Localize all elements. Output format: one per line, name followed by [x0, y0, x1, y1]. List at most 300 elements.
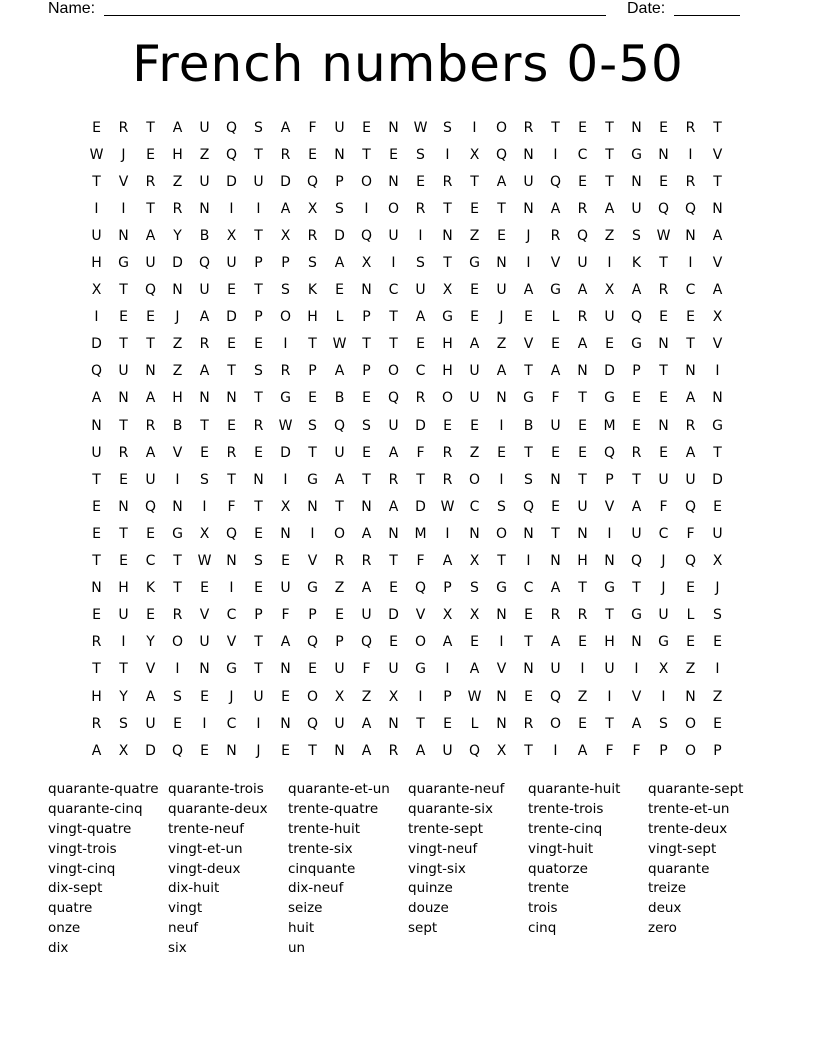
grid-letter: S — [335, 200, 344, 217]
grid-letter: A — [712, 227, 723, 244]
word-list-item: huit — [288, 920, 315, 937]
grid-letter: F — [686, 525, 695, 542]
grid-letter: E — [281, 742, 290, 759]
grid-letter: Q — [657, 200, 670, 217]
grid-letter: V — [226, 634, 237, 651]
grid-letter: A — [334, 363, 345, 380]
grid-letter: J — [256, 742, 261, 759]
grid-letter: A — [388, 498, 399, 515]
grid-letter: X — [334, 688, 345, 705]
word-list-item: trente-deux — [648, 820, 728, 837]
grid-letter: E — [578, 634, 587, 651]
grid-letter: N — [334, 742, 345, 759]
grid-letter: N — [658, 146, 669, 163]
grid-letter: G — [226, 661, 237, 678]
grid-letter: I — [94, 309, 99, 326]
grid-letter: T — [497, 553, 506, 570]
grid-letter: I — [121, 634, 126, 651]
grid-letter: A — [577, 742, 588, 759]
grid-letter: I — [553, 742, 558, 759]
grid-letter: T — [254, 634, 263, 651]
grid-letter: G — [631, 146, 642, 163]
word-list-item: vingt-quatre — [48, 820, 132, 837]
grid-letter: Z — [469, 227, 480, 244]
grid-letter: G — [415, 661, 426, 678]
grid-letter: T — [632, 471, 641, 488]
grid-letter: E — [92, 119, 101, 136]
grid-letter: V — [712, 146, 723, 163]
grid-letter: N — [604, 553, 615, 570]
grid-letter: S — [173, 688, 182, 705]
grid-letter: I — [607, 255, 612, 272]
grid-letter: D — [388, 607, 399, 624]
grid-letter: R — [577, 309, 588, 326]
grid-letter: Q — [684, 200, 697, 217]
grid-letter: T — [146, 200, 155, 217]
grid-letter: J — [661, 553, 666, 570]
grid-letter: U — [334, 119, 345, 136]
word-list-item: trente-neuf — [168, 820, 245, 837]
grid-letter: S — [713, 607, 722, 624]
grid-letter: E — [146, 309, 155, 326]
grid-letter: N — [496, 390, 507, 407]
grid-letter: N — [253, 471, 264, 488]
grid-letter: K — [145, 580, 156, 597]
grid-letter: E — [713, 715, 722, 732]
grid-letter: E — [227, 282, 236, 299]
grid-letter: N — [712, 200, 723, 217]
grid-letter: A — [442, 553, 453, 570]
grid-letter: U — [523, 173, 534, 190]
grid-letter: T — [605, 173, 614, 190]
grid-letter: U — [253, 688, 264, 705]
grid-letter: S — [470, 580, 479, 597]
grid-letter: W — [332, 336, 347, 353]
grid-letter: T — [92, 553, 101, 570]
grid-letter: R — [442, 173, 453, 190]
grid-letter: B — [172, 417, 183, 434]
grid-letter: T — [254, 282, 263, 299]
grid-letter: N — [361, 498, 372, 515]
grid-letter: I — [202, 498, 207, 515]
grid-letter: P — [443, 580, 452, 597]
grid-letter: T — [416, 471, 425, 488]
word-list-item: quatorze — [528, 860, 588, 877]
grid-letter: S — [254, 363, 263, 380]
grid-letter: N — [172, 282, 183, 299]
grid-letter: Q — [522, 498, 535, 515]
grid-letter: F — [416, 553, 425, 570]
grid-letter: X — [604, 282, 615, 299]
grid-letter: H — [91, 255, 102, 272]
grid-letter: E — [578, 173, 587, 190]
grid-letter: U — [469, 363, 480, 380]
grid-letter: N — [631, 634, 642, 651]
grid-letter: X — [388, 688, 399, 705]
grid-letter: T — [551, 525, 560, 542]
grid-letter: R — [307, 227, 318, 244]
grid-letter: A — [361, 742, 372, 759]
grid-letter: Z — [469, 444, 480, 461]
grid-letter: E — [281, 688, 290, 705]
grid-letter: E — [416, 173, 425, 190]
grid-letter: F — [227, 498, 236, 515]
grid-letter: Q — [90, 363, 103, 380]
grid-letter: E — [497, 444, 506, 461]
grid-letter: E — [389, 580, 398, 597]
word-list-item: trente — [528, 880, 570, 897]
grid-letter: A — [145, 688, 156, 705]
grid-letter: E — [659, 390, 668, 407]
date-label: Date: — [627, 0, 666, 17]
grid-letter: N — [199, 390, 210, 407]
grid-letter: T — [227, 363, 236, 380]
grid-letter: N — [658, 417, 669, 434]
grid-letter: G — [280, 390, 291, 407]
grid-letter: D — [604, 363, 615, 380]
grid-letter: U — [118, 607, 129, 624]
grid-letter: N — [307, 498, 318, 515]
grid-letter: N — [280, 661, 291, 678]
grid-letter: T — [173, 580, 182, 597]
grid-letter: U — [145, 715, 156, 732]
grid-letter: I — [202, 715, 207, 732]
grid-letter: D — [415, 417, 426, 434]
grid-letter: A — [685, 390, 696, 407]
grid-letter: Q — [630, 309, 643, 326]
grid-letter: U — [685, 471, 696, 488]
grid-letter: E — [254, 336, 263, 353]
grid-letter: E — [200, 580, 209, 597]
grid-letter: A — [199, 309, 210, 326]
grid-letter: A — [145, 444, 156, 461]
grid-letter: A — [496, 173, 507, 190]
grid-letter: S — [632, 227, 641, 244]
grid-letter: O — [684, 715, 697, 732]
grid-letter: A — [199, 363, 210, 380]
grid-letter: V — [631, 688, 642, 705]
word-list-item: vingt-sept — [648, 840, 717, 857]
word-list-item: vingt-trois — [48, 840, 117, 857]
word-list-item: dix-huit — [168, 880, 220, 897]
grid-letter: F — [362, 661, 371, 678]
word-list-item: seize — [288, 900, 323, 917]
grid-letter: X — [442, 282, 453, 299]
grid-letter: A — [631, 498, 642, 515]
grid-letter: Q — [360, 634, 373, 651]
grid-letter: E — [578, 417, 587, 434]
grid-letter: O — [171, 634, 184, 651]
grid-letter: T — [443, 255, 452, 272]
grid-letter: F — [659, 498, 668, 515]
grid-letter: J — [175, 309, 180, 326]
grid-letter: N — [199, 200, 210, 217]
grid-letter: I — [283, 471, 288, 488]
grid-letter: N — [658, 336, 669, 353]
grid-letter: H — [577, 553, 588, 570]
word-list-item: zero — [648, 920, 677, 937]
grid-letter: W — [656, 227, 671, 244]
grid-letter: E — [200, 742, 209, 759]
grid-letter: T — [227, 471, 236, 488]
grid-letter: P — [362, 363, 371, 380]
grid-letter: D — [172, 255, 183, 272]
grid-letter: E — [632, 417, 641, 434]
grid-letter: N — [469, 525, 480, 542]
grid-letter: I — [472, 119, 477, 136]
grid-letter: C — [577, 146, 588, 163]
grid-letter: V — [118, 173, 129, 190]
grid-letter: D — [280, 173, 291, 190]
grid-letter: X — [361, 255, 372, 272]
grid-letter: U — [631, 525, 642, 542]
grid-letter: A — [172, 119, 183, 136]
grid-letter: J — [661, 580, 666, 597]
grid-letter: T — [389, 309, 398, 326]
grid-letter: E — [578, 119, 587, 136]
grid-letter: R — [685, 417, 696, 434]
letter-grid — [83, 114, 731, 764]
grid-letter: C — [145, 553, 156, 570]
grid-letter: I — [688, 146, 693, 163]
grid-letter: A — [334, 255, 345, 272]
grid-letter: T — [362, 336, 371, 353]
grid-letter: X — [307, 200, 318, 217]
grid-letter: E — [605, 336, 614, 353]
grid-letter: F — [605, 742, 614, 759]
word-list-item: trente-quatre — [288, 800, 379, 817]
grid-letter: I — [229, 580, 234, 597]
grid-letter: Q — [225, 119, 238, 136]
grid-letter: T — [659, 363, 668, 380]
grid-letter: W — [197, 553, 212, 570]
grid-letter: I — [499, 471, 504, 488]
grid-letter: J — [526, 227, 531, 244]
grid-letter: I — [661, 688, 666, 705]
grid-letter: T — [389, 336, 398, 353]
grid-letter: Y — [119, 688, 128, 705]
grid-letter: U — [334, 715, 345, 732]
grid-letter: O — [414, 634, 427, 651]
grid-letter: P — [308, 607, 317, 624]
grid-letter: P — [362, 309, 371, 326]
grid-letter: T — [254, 227, 263, 244]
grid-letter: T — [659, 255, 668, 272]
grid-letter: E — [551, 444, 560, 461]
grid-letter: D — [334, 227, 345, 244]
word-list-item: vingt-huit — [528, 840, 594, 857]
grid-letter: N — [118, 390, 129, 407]
grid-letter: I — [94, 200, 99, 217]
grid-letter: E — [362, 390, 371, 407]
grid-letter: T — [578, 471, 587, 488]
grid-letter: A — [577, 336, 588, 353]
grid-letter: U — [388, 661, 399, 678]
grid-letter: I — [607, 688, 612, 705]
grid-letter: Z — [172, 363, 183, 380]
grid-letter: N — [523, 200, 534, 217]
grid-letter: P — [254, 607, 263, 624]
grid-letter: R — [388, 471, 399, 488]
grid-letter: Y — [173, 227, 182, 244]
grid-letter: Q — [549, 173, 562, 190]
grid-letter: S — [254, 119, 263, 136]
grid-letter: U — [91, 444, 102, 461]
grid-letter: O — [279, 309, 292, 326]
grid-letter: P — [254, 255, 263, 272]
grid-letter: O — [360, 173, 373, 190]
grid-letter: H — [604, 634, 615, 651]
grid-letter: I — [256, 715, 261, 732]
grid-letter: U — [469, 390, 480, 407]
word-list-item: sept — [408, 920, 438, 937]
grid-letter: U — [631, 200, 642, 217]
grid-letter: I — [715, 661, 720, 678]
grid-letter: E — [254, 525, 263, 542]
grid-letter: N — [145, 363, 156, 380]
grid-letter: B — [334, 390, 345, 407]
word-list-item: six — [168, 940, 187, 957]
grid-letter: O — [333, 525, 346, 542]
grid-letter: C — [226, 715, 237, 732]
grid-letter: E — [497, 227, 506, 244]
grid-letter: C — [388, 282, 399, 299]
grid-letter: T — [254, 498, 263, 515]
grid-letter: E — [308, 146, 317, 163]
word-list-item: vingt-et-un — [168, 840, 243, 857]
grid-letter: H — [442, 363, 453, 380]
grid-letter: A — [334, 471, 345, 488]
grid-letter: E — [362, 119, 371, 136]
name-field-line — [104, 15, 606, 16]
grid-letter: Y — [146, 634, 155, 651]
grid-letter: X — [91, 282, 102, 299]
grid-letter: E — [686, 580, 695, 597]
grid-letter: X — [199, 525, 210, 542]
grid-letter: F — [281, 607, 290, 624]
grid-letter: V — [415, 607, 426, 624]
grid-letter: R — [253, 417, 264, 434]
grid-letter: E — [92, 607, 101, 624]
grid-letter: E — [362, 444, 371, 461]
grid-letter: F — [416, 444, 425, 461]
grid-letter: L — [686, 607, 695, 624]
grid-letter: N — [523, 661, 534, 678]
grid-letter: E — [254, 580, 263, 597]
grid-letter: T — [578, 580, 587, 597]
grid-letter: N — [523, 525, 534, 542]
grid-letter: Z — [199, 146, 210, 163]
grid-letter: N — [685, 688, 696, 705]
grid-letter: X — [118, 742, 129, 759]
grid-letter: E — [146, 525, 155, 542]
grid-letter: A — [631, 282, 642, 299]
grid-letter: E — [146, 146, 155, 163]
grid-letter: H — [442, 336, 453, 353]
grid-letter: X — [469, 146, 480, 163]
grid-letter: S — [443, 119, 452, 136]
grid-letter: Z — [685, 661, 696, 678]
grid-letter: I — [526, 553, 531, 570]
grid-letter: W — [467, 688, 482, 705]
grid-letter: T — [524, 742, 533, 759]
word-list-item: quarante-huit — [528, 781, 621, 797]
grid-letter: R — [442, 471, 453, 488]
grid-letter: E — [389, 146, 398, 163]
grid-letter: P — [605, 471, 614, 488]
grid-letter: A — [496, 363, 507, 380]
grid-letter: T — [308, 742, 317, 759]
grid-letter: F — [632, 742, 641, 759]
grid-letter: S — [524, 471, 533, 488]
grid-letter: Q — [144, 498, 157, 515]
word-list-item: dix-sept — [48, 880, 103, 897]
word-list-item: trois — [528, 900, 558, 917]
grid-letter: T — [119, 661, 128, 678]
grid-letter: H — [91, 688, 102, 705]
grid-letter: R — [199, 336, 210, 353]
grid-letter: M — [603, 417, 616, 434]
grid-letter: R — [226, 444, 237, 461]
grid-letter: I — [418, 227, 423, 244]
grid-letter: X — [469, 553, 480, 570]
grid-letter: I — [580, 661, 585, 678]
grid-letter: H — [172, 390, 183, 407]
grid-letter: E — [308, 390, 317, 407]
grid-letter: P — [335, 173, 344, 190]
grid-letter: T — [443, 200, 452, 217]
grid-letter: N — [631, 119, 642, 136]
grid-letter: U — [145, 471, 156, 488]
grid-letter: E — [119, 471, 128, 488]
grid-letter: R — [577, 200, 588, 217]
grid-letter: X — [712, 309, 723, 326]
grid-letter: U — [604, 661, 615, 678]
grid-letter: G — [469, 255, 480, 272]
page-title: French numbers 0-50 — [132, 35, 684, 93]
grid-letter: N — [388, 119, 399, 136]
grid-letter: E — [416, 336, 425, 353]
grid-letter: E — [173, 715, 182, 732]
grid-letter: T — [362, 471, 371, 488]
grid-letter: E — [659, 444, 668, 461]
grid-letter: F — [551, 390, 560, 407]
grid-letter: T — [119, 282, 128, 299]
grid-letter: E — [443, 715, 452, 732]
grid-letter: Q — [603, 444, 616, 461]
grid-letter: A — [280, 119, 291, 136]
word-list-item: vingt-six — [408, 860, 466, 877]
grid-letter: C — [226, 607, 237, 624]
grid-letter: X — [658, 661, 669, 678]
grid-letter: D — [226, 309, 237, 326]
grid-letter: N — [496, 255, 507, 272]
grid-letter: A — [469, 336, 480, 353]
grid-letter: E — [443, 417, 452, 434]
word-list-item: deux — [648, 900, 682, 917]
grid-letter: V — [712, 255, 723, 272]
grid-letter: T — [254, 661, 263, 678]
grid-letter: D — [91, 336, 102, 353]
grid-letter: X — [496, 742, 507, 759]
grid-letter: Z — [604, 227, 615, 244]
grid-letter: N — [361, 282, 372, 299]
word-list-item: vingt — [168, 900, 203, 917]
grid-letter: Q — [360, 227, 373, 244]
grid-letter: G — [604, 390, 615, 407]
grid-letter: X — [712, 553, 723, 570]
grid-letter: I — [688, 255, 693, 272]
